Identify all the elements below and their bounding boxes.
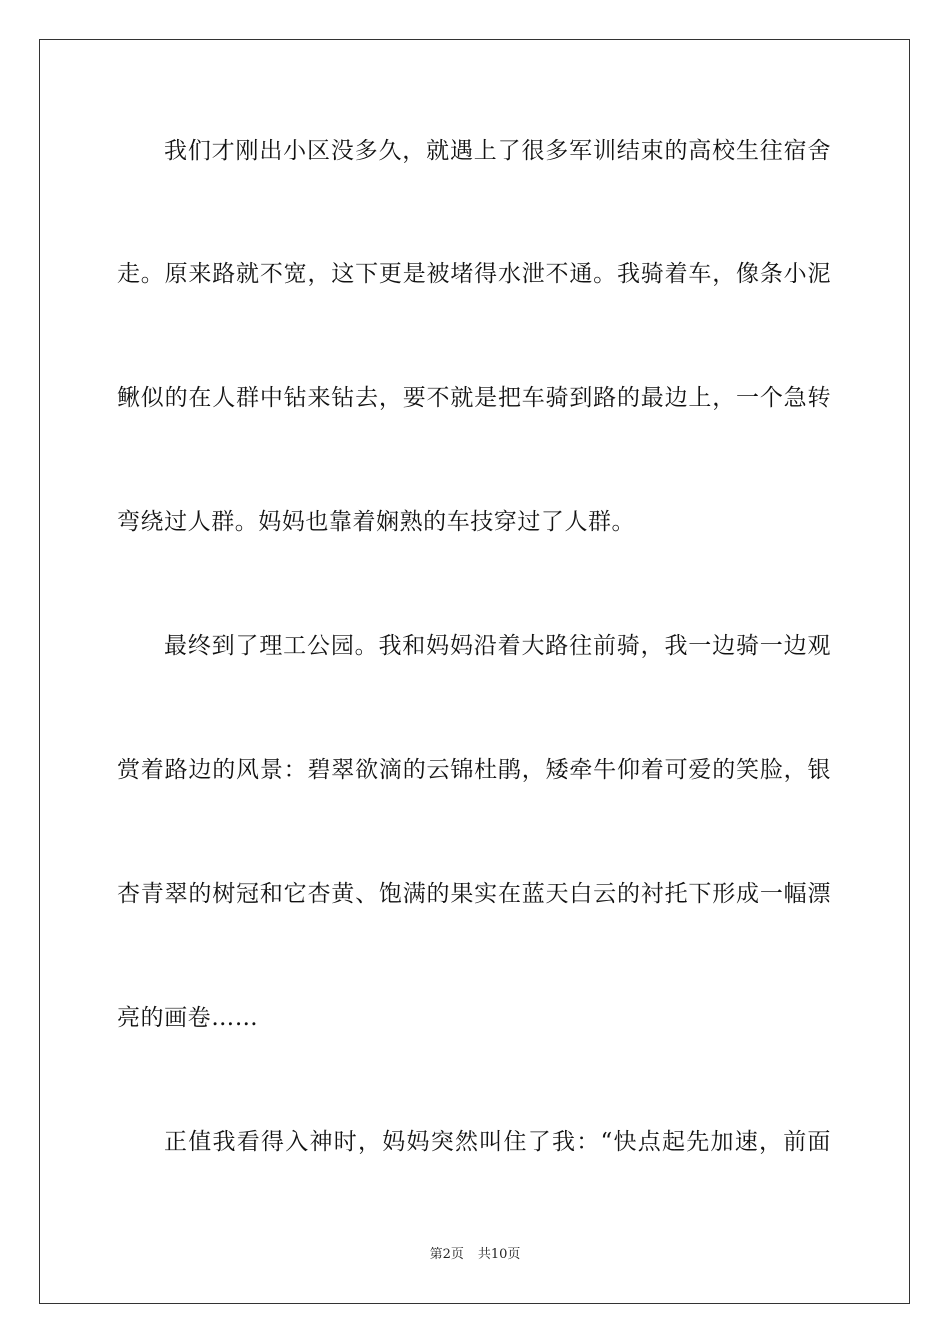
paragraph-line: 亮的画卷…… (117, 1005, 259, 1031)
paragraph-line: 鳅似的在人群中钻来钻去，要不就是把车骑到路的最边上，一个急转 (117, 385, 831, 411)
page-footer (0, 1246, 950, 1264)
page-number: 第2页 (429, 1247, 464, 1262)
paragraph-line: 正值我看得入神时，妈妈突然叫住了我：“快点起先加速，前面 (164, 1129, 831, 1155)
paragraph-line: 我们才刚出小区没多久，就遇上了很多军训结束的高校生往宿舍 (164, 138, 831, 164)
paragraph-line: 赏着路边的风景：碧翠欲滴的云锦杜鹃，矮牵牛仰着可爱的笑脸，银 (117, 757, 831, 783)
paragraph-line: 弯绕过人群。妈妈也靠着娴熟的车技穿过了人群。 (117, 509, 636, 535)
paragraph-line: 走。原来路就不宽，这下更是被堵得水泄不通。我骑着车，像条小泥 (117, 261, 831, 287)
page-border (39, 39, 910, 1304)
paragraph-line: 最终到了理工公园。我和妈妈沿着大路往前骑，我一边骑一边观 (164, 633, 831, 659)
paragraph-line: 杏青翠的树冠和它杏黄、饱满的果实在蓝天白云的衬托下形成一幅漂 (117, 881, 831, 907)
page-total: 共10页 (477, 1247, 521, 1262)
